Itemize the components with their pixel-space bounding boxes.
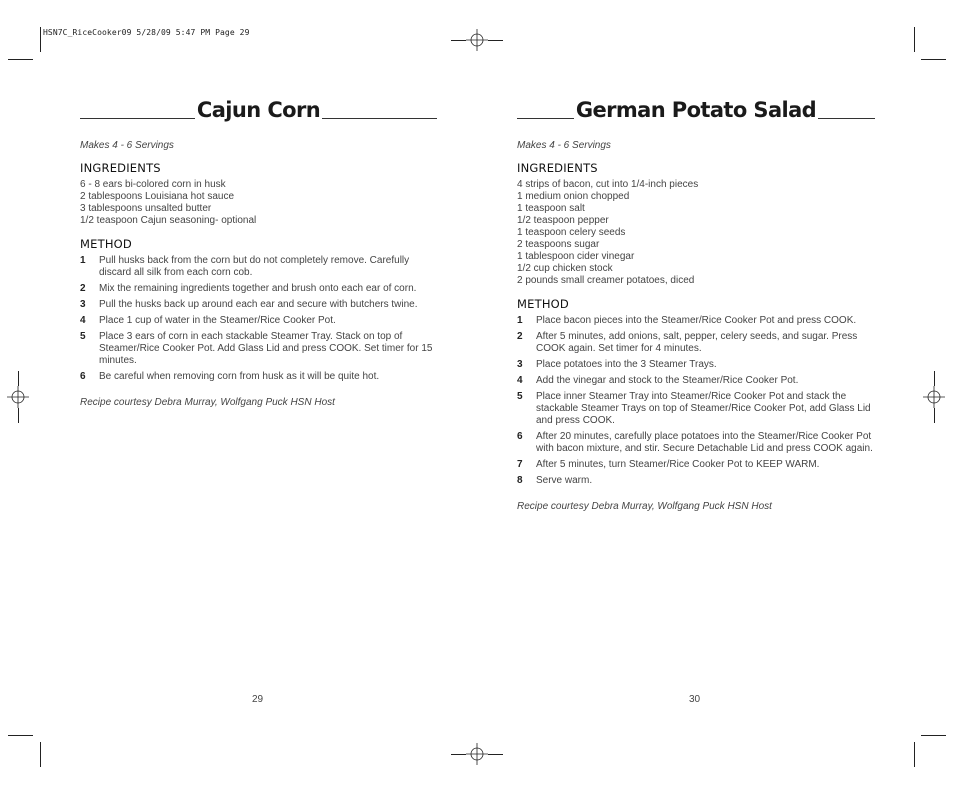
recipe-credit: Recipe courtesy Debra Murray, Wolfgang Puck HSN Host: [517, 501, 772, 512]
page-number-left: 29: [252, 694, 264, 705]
ingredient-item: 1 tablespoon cider vinegar: [517, 251, 635, 262]
method-step: [80, 255, 437, 279]
registration-line-right-top: [934, 371, 935, 386]
registration-mark-right-icon: [923, 386, 945, 408]
step-text: Pull husks back from the corn but do not completely remove. Carefully discard all silk from each corn cob.: [99, 255, 410, 278]
method-heading: METHOD: [80, 237, 132, 251]
method-step: [517, 359, 875, 371]
crop-mark-top-right-vertical: [914, 27, 915, 52]
step-number: 8: [517, 475, 523, 486]
ingredient-item: 2 teaspoons sugar: [517, 239, 600, 250]
step-number: 6: [517, 431, 523, 442]
registration-mark-bottom-icon: [466, 743, 488, 765]
method-step: [517, 331, 875, 355]
method-step: [517, 475, 875, 487]
registration-mark-top-icon: [466, 29, 488, 51]
print-slug: HSN7C_RiceCooker09 5/28/09 5:47 PM Page 29: [43, 28, 250, 37]
method-step: [80, 283, 437, 295]
ingredient-item: 3 tablespoons unsalted butter: [80, 203, 212, 214]
step-text: Mix the remaining ingredients together and brush onto each ear of corn.: [99, 283, 417, 294]
step-text: Place bacon pieces into the Steamer/Rice Cooker Pot and press COOK.: [536, 315, 857, 326]
crop-mark-bottom-left-vertical: [40, 742, 41, 767]
crop-mark-bottom-left-horizontal: [8, 735, 33, 736]
method-step: [517, 431, 875, 455]
registration-line-bottom-right: [488, 754, 503, 755]
page-number-right: 30: [689, 694, 701, 705]
ingredients-list: [517, 179, 875, 287]
step-number: 3: [80, 299, 86, 310]
step-number: 5: [80, 331, 86, 342]
registration-line-left-top: [18, 371, 19, 386]
step-text: Place inner Steamer Tray into Steamer/Rice Cooker Pot and stack the stackable Steamer Trays on top of Steamer/Rice Cooker Pot, add Glass Lid and press COOK.: [536, 391, 871, 426]
ingredient-item: 1 teaspoon salt: [517, 203, 585, 214]
recipe-title: German Potato Salad: [575, 98, 817, 122]
registration-line-left-bottom: [18, 408, 19, 423]
step-text: Place 1 cup of water in the Steamer/Rice Cooker Pot.: [99, 315, 336, 326]
crop-mark-top-left-vertical: [40, 27, 41, 52]
servings-note: Makes 4 - 6 Servings: [80, 140, 174, 151]
registration-line-right-bottom: [934, 408, 935, 423]
recipe-title: Cajun Corn: [196, 98, 321, 122]
registration-line-bottom-left: [451, 754, 466, 755]
ingredients-list: [80, 179, 437, 227]
ingredient-item: 1 teaspoon celery seeds: [517, 227, 626, 238]
step-text: Be careful when removing corn from husk as it will be quite hot.: [99, 371, 380, 382]
recipe-title-rule: [517, 93, 875, 122]
ingredients-heading: INGREDIENTS: [517, 161, 598, 175]
registration-line-top-right: [488, 40, 503, 41]
step-text: Place potatoes into the 3 Steamer Trays.: [536, 359, 717, 370]
method-step: [517, 315, 875, 327]
servings-note: Makes 4 - 6 Servings: [517, 140, 611, 151]
step-number: 1: [80, 255, 86, 266]
method-step: [80, 299, 437, 311]
method-step: [517, 375, 875, 387]
ingredient-item: 2 pounds small creamer potatoes, diced: [517, 275, 695, 286]
step-text: Serve warm.: [536, 475, 593, 486]
method-step: [517, 459, 875, 471]
ingredient-item: 2 tablespoons Louisiana hot sauce: [80, 191, 235, 202]
ingredient-item: 1/2 teaspoon Cajun seasoning- optional: [80, 215, 257, 226]
ingredient-item: 4 strips of bacon, cut into 1/4-inch pieces: [517, 179, 699, 190]
method-step: [80, 331, 437, 367]
ingredients-heading: INGREDIENTS: [80, 161, 161, 175]
recipe-title-rule: [80, 93, 437, 122]
step-text: Pull the husks back up around each ear and secure with butchers twine.: [99, 299, 418, 310]
step-number: 6: [80, 371, 86, 382]
method-heading: METHOD: [517, 297, 569, 311]
method-step: [517, 391, 875, 427]
step-number: 7: [517, 459, 523, 470]
method-steps: [80, 255, 437, 383]
method-steps: [517, 315, 875, 487]
ingredient-item: 1 medium onion chopped: [517, 191, 630, 202]
step-number: 2: [517, 331, 523, 342]
step-number: 2: [80, 283, 86, 294]
step-number: 4: [517, 375, 523, 386]
step-number: 5: [517, 391, 523, 402]
crop-mark-bottom-right-horizontal: [921, 735, 946, 736]
step-number: 4: [80, 315, 86, 326]
step-text: Add the vinegar and stock to the Steamer/Rice Cooker Pot.: [536, 375, 799, 386]
registration-line-top-left: [451, 40, 466, 41]
recipe-credit: Recipe courtesy Debra Murray, Wolfgang Puck HSN Host: [80, 397, 335, 408]
registration-mark-left-icon: [7, 386, 29, 408]
ingredient-item: 6 - 8 ears bi-colored corn in husk: [80, 179, 226, 190]
step-number: 3: [517, 359, 523, 370]
left-page-recipe: [80, 93, 437, 408]
crop-mark-top-right-horizontal: [921, 59, 946, 60]
method-step: [80, 315, 437, 327]
step-number: 1: [517, 315, 523, 326]
crop-mark-top-left-horizontal: [8, 59, 33, 60]
method-step: [80, 371, 437, 383]
right-page-recipe: [517, 93, 875, 512]
step-text: After 5 minutes, turn Steamer/Rice Cooker Pot to KEEP WARM.: [536, 459, 820, 470]
crop-mark-bottom-right-vertical: [914, 742, 915, 767]
step-text: Place 3 ears of corn in each stackable Steamer Tray. Stack on top of Steamer/Rice Cooker Pot. Add Glass Lid and press COOK. Set timer for 15 minutes.: [99, 331, 433, 366]
step-text: After 20 minutes, carefully place potatoes into the Steamer/Rice Cooker Pot with bacon mixture, and stir. Secure Detachable Lid and press COOK again.: [536, 431, 873, 454]
step-text: After 5 minutes, add onions, salt, pepper, celery seeds, and sugar. Press COOK again. Set timer for 4 minutes.: [536, 331, 858, 354]
ingredient-item: 1/2 cup chicken stock: [517, 263, 613, 274]
ingredient-item: 1/2 teaspoon pepper: [517, 215, 609, 226]
